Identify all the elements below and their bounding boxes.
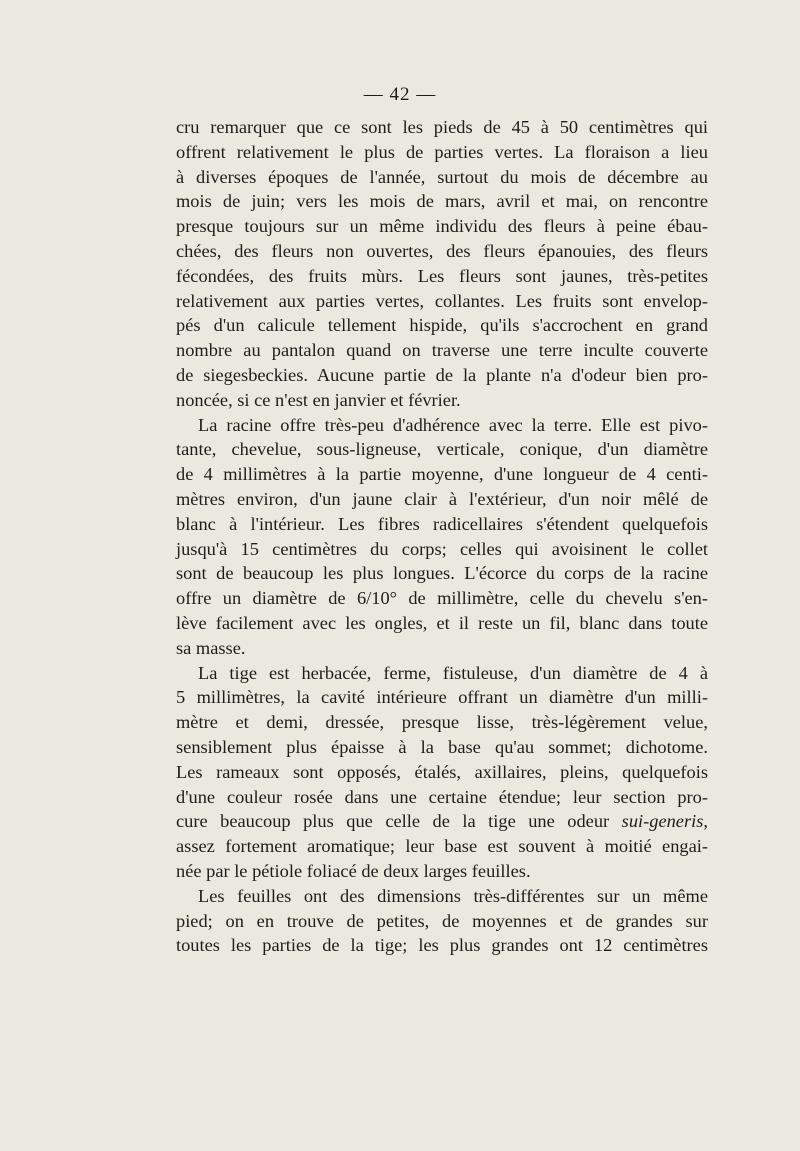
- text-line: jusqu'à 15 centimètres du corps; celles qui avoisinent le collet: [176, 538, 708, 559]
- text-line: tante, chevelue, sous-ligneuse, verticale, conique, d'un diamètre: [176, 439, 708, 460]
- text-line: de siegesbeckies. Aucune partie de la plante n'a d'odeur bien pro-: [176, 364, 708, 385]
- text-line: sa masse.: [176, 637, 246, 658]
- text-line: relativement aux parties vertes, collantes. Les fruits sont envelop-: [176, 290, 708, 311]
- text-line: pés d'un calicule tellement hispide, qu'ils s'accrochent en grand: [176, 315, 708, 336]
- text-line: lève facilement avec les ongles, et il reste un fil, blanc dans toute: [176, 612, 708, 633]
- text-line: toutes les parties de la tige; les plus grandes ont 12 centimètres: [176, 935, 708, 956]
- text-line: offre un diamètre de 6/10° de millimètre, celle du chevelu s'en-: [176, 588, 708, 609]
- text-line: blanc à l'intérieur. Les fibres radicellaires s'étendent quelquefois: [176, 513, 708, 534]
- text-line: à diverses époques de l'année, surtout du mois de décembre au: [176, 166, 708, 187]
- text-line: née par le pétiole foliacé de deux larges feuilles.: [176, 860, 531, 881]
- page-number: — 42 —: [363, 84, 437, 105]
- text-line: fécondées, des fruits mùrs. Les fleurs sont jaunes, très-petites: [176, 265, 708, 286]
- italic-term: sui-generis: [621, 811, 704, 832]
- text-line: Les rameaux sont opposés, étalés, axillaires, pleins, quelquefois: [176, 761, 708, 782]
- text-line: nombre au pantalon quand on traverse une terre inculte couverte: [176, 340, 708, 361]
- text-line: mètre et demi, dressée, presque lisse, très-légèrement velue,: [176, 712, 708, 733]
- text-line: pied; on en trouve de petites, de moyennes et de grandes sur: [176, 910, 708, 931]
- text-line: Les feuilles ont des dimensions très-différentes sur un même: [198, 885, 708, 906]
- text-line: noncée, si ce n'est en janvier et février.: [176, 389, 461, 410]
- paragraph: [176, 884, 708, 958]
- text-line: mois de juin; vers les mois de mars, avril et mai, on rencontre: [176, 191, 708, 212]
- text-line: presque toujours sur un même individu des fleurs à peine ébau-: [176, 216, 708, 237]
- text-line: 5 millimètres, la cavité intérieure offrant un diamètre d'un milli-: [176, 687, 708, 708]
- paragraph: [176, 115, 708, 413]
- text-line: chées, des fleurs non ouvertes, des fleurs épanouies, des fleurs: [176, 240, 708, 261]
- text-line: de 4 millimètres à la partie moyenne, d'une longueur de 4 centi-: [176, 464, 708, 485]
- text-line: La tige est herbacée, ferme, fistuleuse, d'un diamètre de 4 à: [198, 662, 708, 683]
- text-line: cru remarquer que ce sont les pieds de 45 à 50 centimètres qui: [176, 117, 708, 137]
- text-line: sensiblement plus épaisse à la base qu'au sommet; dichotome.: [176, 736, 708, 757]
- text-line: offrent relativement le plus de parties vertes. La floraison a lieu: [176, 141, 708, 162]
- text-line: d'une couleur rosée dans une certaine étendue; leur section pro-: [176, 786, 708, 807]
- paragraph: [176, 413, 708, 661]
- text-line: La racine offre très-peu d'adhérence avec la terre. Elle est pivo-: [198, 414, 708, 435]
- text-line: mètres environ, d'un jaune clair à l'extérieur, d'un noir mêlé de: [176, 488, 708, 509]
- text-line: assez fortement aromatique; leur base est souvent à moitié engai-: [176, 836, 708, 857]
- body-text: [176, 115, 708, 958]
- text-line: cure beaucoup plus que celle de la tige une odeur sui-generis,: [176, 811, 708, 832]
- text-line: sont de beaucoup les plus longues. L'écorce du corps de la racine: [176, 563, 708, 584]
- paragraph: [176, 661, 708, 884]
